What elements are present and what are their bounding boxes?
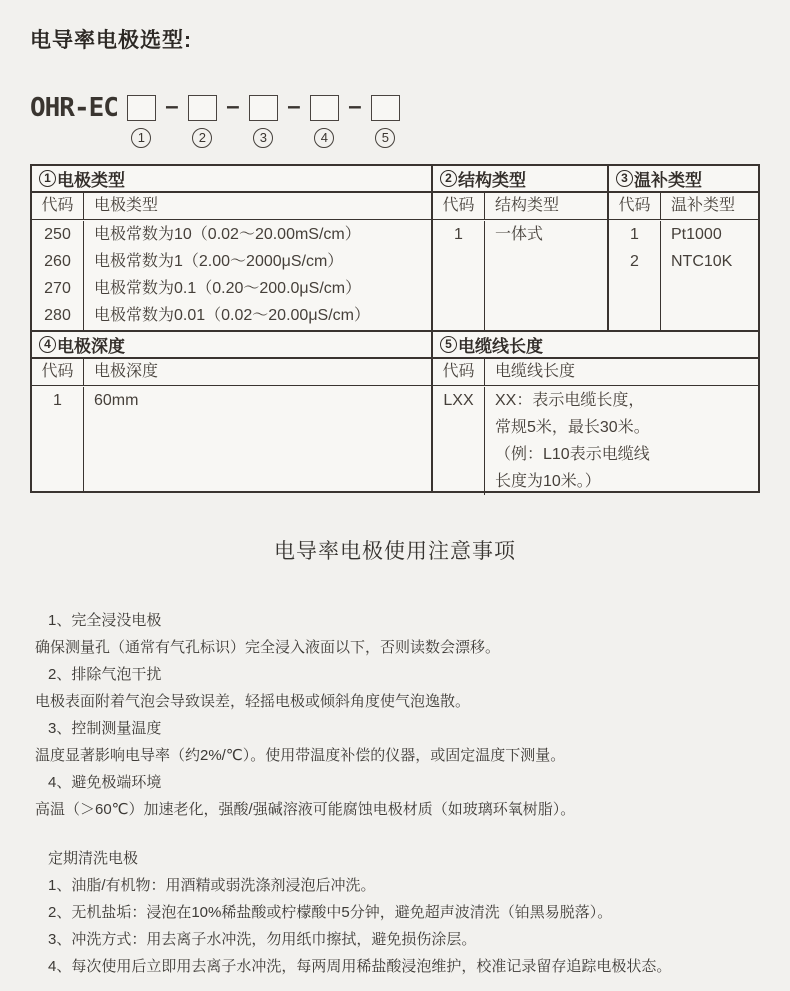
note-item-desc: 电极表面附着气泡会导致误差，轻摇电极或倾斜角度使气泡逸散。 (35, 693, 471, 710)
value-cell-line: 长度为10米。） (495, 473, 601, 490)
value-cell: NTC10K (671, 253, 733, 270)
circled-number-icon: 5 (440, 336, 457, 353)
page-title: 电导率电极选型: (30, 29, 192, 52)
circled-number-icon: 2 (440, 170, 457, 187)
table-title (32, 332, 431, 359)
column-header-value: 电缆线长度 (495, 363, 576, 380)
cleaning-item: 4、每次使用后立即用去离子水冲洗，每两周用稀盐酸浸泡维护，校准记录留存追踪电极状态。 (48, 958, 672, 975)
code-box-1 (127, 95, 156, 121)
table-title-text: 电缆线长度 (458, 337, 543, 356)
circled-number-4: 4 (314, 128, 334, 148)
table-title-text: 电极类型 (57, 171, 125, 190)
column-header-code: 代码 (32, 359, 84, 385)
column-header-value: 温补类型 (671, 197, 736, 214)
model-slot-2 (188, 95, 217, 148)
code-cell: 2 (630, 253, 639, 270)
value-cell: 电极常数为0.01（0.02～20.00μS/cm） (94, 307, 370, 324)
note-item-desc: 温度显著影响电导率（约2%/℃）。使用带温度补偿的仪器，或固定温度下测量。 (35, 747, 566, 764)
table-title-text: 温补类型 (634, 171, 702, 190)
column-header-code: 代码 (433, 359, 485, 385)
column-header-code: 代码 (609, 193, 661, 219)
code-box-5 (371, 95, 400, 121)
value-cell: 电极常数为0.1（0.20～200.0μS/cm） (94, 280, 362, 297)
dash-separator: – (226, 93, 240, 120)
note-item-title: 2、排除气泡干扰 (48, 666, 162, 683)
code-cell: 250 (44, 226, 71, 243)
circled-number-1: 1 (131, 128, 151, 148)
model-prefix: OHR-EC (30, 93, 118, 123)
value-cell: 电极常数为1（2.00～2000μS/cm） (94, 253, 344, 270)
model-slot-4 (310, 95, 339, 148)
code-box-2 (188, 95, 217, 121)
cleaning-item: 2、无机盐垢：浸泡在10%稀盐酸或柠檬酸中5分钟，避免超声波清洗（铂黑易脱落）。 (48, 904, 613, 921)
code-cell: 1 (454, 226, 463, 243)
value-cell: 一体式 (495, 226, 544, 243)
table-title-text: 结构类型 (458, 171, 526, 190)
value-cell: 电极常数为10（0.02～20.00mS/cm） (94, 226, 361, 243)
table-title (433, 332, 758, 359)
code-cell: 260 (44, 253, 71, 270)
code-cell: 270 (44, 280, 71, 297)
circled-number-icon: 3 (616, 170, 633, 187)
table-temp-compensation-type (607, 166, 758, 330)
circled-number-3: 3 (253, 128, 273, 148)
note-item-title: 3、控制测量温度 (48, 720, 162, 737)
dash-separator: – (165, 93, 179, 120)
model-code-diagram (30, 95, 760, 149)
code-cell: 1 (630, 226, 639, 243)
cleaning-title: 定期清洗电极 (48, 850, 139, 867)
dash-separator: – (348, 93, 362, 120)
value-cell-line: 常规5米，最长30米。 (495, 419, 650, 436)
column-header-code: 代码 (433, 193, 485, 219)
code-cell: 280 (44, 307, 71, 324)
table-title (609, 166, 758, 193)
value-cell-line: XX：表示电缆长度， (495, 392, 645, 409)
code-cell: 1 (53, 392, 62, 409)
table-structure-type (431, 166, 607, 330)
code-cell: LXX (443, 392, 474, 409)
circled-number-5: 5 (375, 128, 395, 148)
note-item-desc: 高温（＞60℃）加速老化，强酸/强碱溶液可能腐蚀电极材质（如玻璃环氧树脂）。 (35, 801, 576, 818)
note-item-desc: 确保测量孔（通常有气孔标识）完全浸入液面以下，否则读数会漂移。 (35, 639, 501, 656)
usage-notes-heading: 电导率电极使用注意事项 (274, 540, 516, 563)
model-slot-5 (371, 95, 400, 148)
code-box-4 (310, 95, 339, 121)
column-header-value: 电极深度 (94, 363, 159, 380)
table-electrode-type (32, 166, 431, 330)
cleaning-section (30, 845, 760, 980)
table-electrode-depth (32, 332, 431, 491)
usage-notes (30, 607, 760, 980)
value-cell: 60mm (94, 392, 139, 409)
model-slot-1 (127, 95, 156, 148)
note-item-title: 4、避免极端环境 (48, 774, 162, 791)
column-header-code: 代码 (32, 193, 84, 219)
column-header-value: 结构类型 (495, 197, 560, 214)
value-cell-line: （例：L10表示电缆线 (495, 446, 650, 463)
note-item-title: 1、完全浸没电极 (48, 612, 162, 629)
dash-separator: – (287, 93, 301, 120)
model-slot-3 (249, 95, 278, 148)
cleaning-item: 1、油脂/有机物：用酒精或弱洗涤剂浸泡后冲洗。 (48, 877, 376, 894)
column-header-value: 电极类型 (94, 197, 159, 214)
code-box-3 (249, 95, 278, 121)
cleaning-item: 3、冲洗方式：用去离子水冲洗，勿用纸巾擦拭，避免损伤涂层。 (48, 931, 477, 948)
table-cable-length (431, 332, 758, 491)
table-title (433, 166, 607, 193)
selection-tables (30, 164, 760, 493)
circled-number-icon: 4 (39, 336, 56, 353)
circled-number-icon: 1 (39, 170, 56, 187)
value-cell: Pt1000 (671, 226, 722, 243)
table-title-text: 电极深度 (57, 337, 125, 356)
table-title (32, 166, 431, 193)
circled-number-2: 2 (192, 128, 212, 148)
